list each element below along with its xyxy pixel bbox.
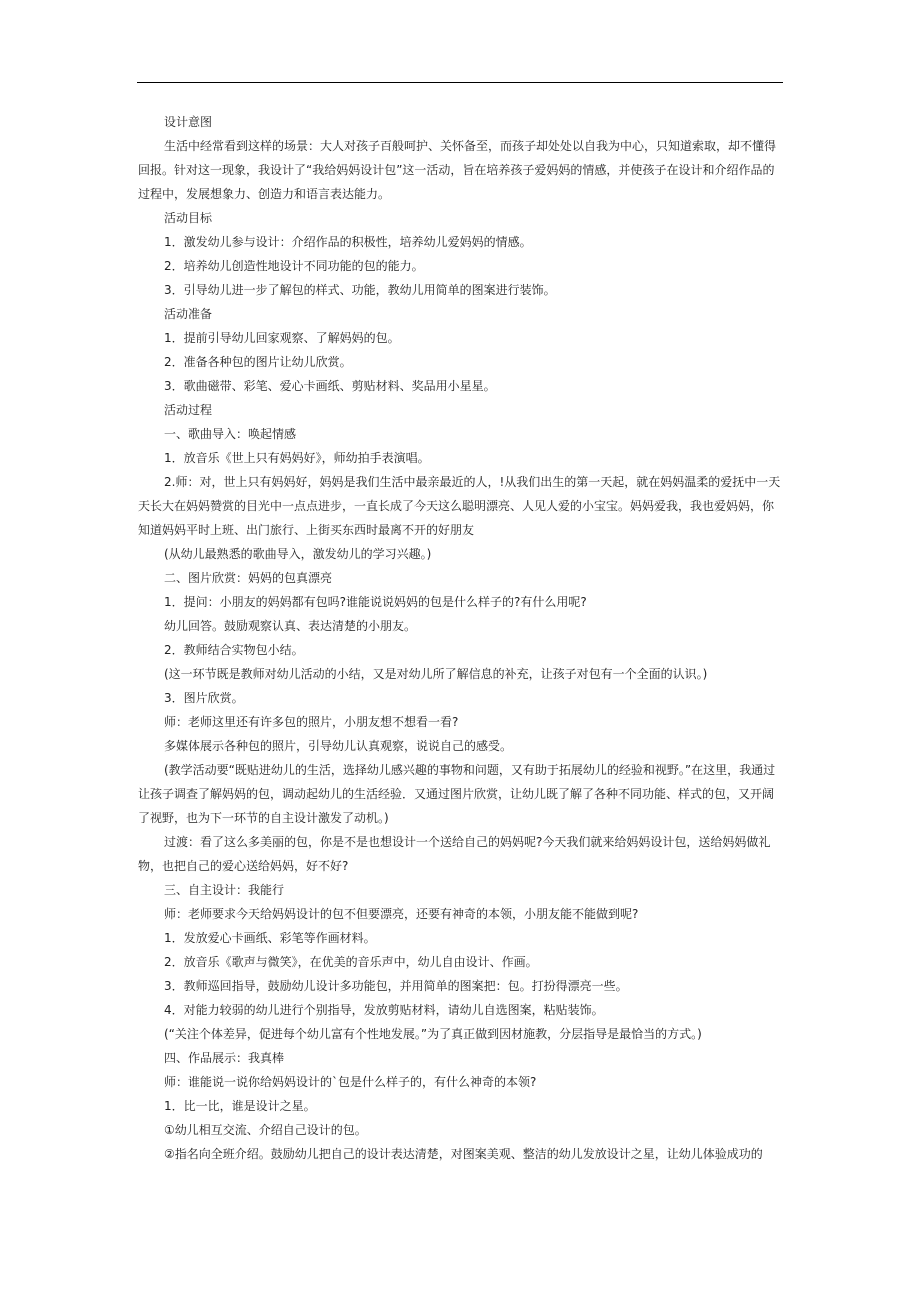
paragraph: 2.师：对，世上只有妈妈好，妈妈是我们生活中最亲最近的人，!从我们出生的第一天起，就在妈妈温柔的爱抚中一天天长大在妈妈赞赏的目光中一点点进步，一直长成了今天这么聪明漂亮、人见人爱的小宝宝。妈妈爱我，我也爱妈妈，你知道妈妈平时上班、出门旅行、上街买东西时最离不开的好朋友 (138, 475, 781, 537)
paragraph: (教学活动要“既贴进幼儿的生活，选择幼儿感兴趣的事物和问题，又有助于拓展幼儿的经验和视野。”在这里，我通过让孩子调查了解妈妈的包，调动起幼儿的生活经验．又通过图片欣赏，让幼儿既了解了各种不同功能、样式的包，又开阔了视野，也为下一环节的自主设计激发了动机。) (138, 763, 776, 825)
paragraph: ②指名向全班介绍。鼓励幼儿把自己的设计表达清楚，对图案美观、整洁的幼儿发放设计之星，让幼儿体验成功的 (164, 1147, 763, 1161)
paragraph: 1．发放爱心卡画纸、彩笔等作画材料。 (164, 931, 376, 945)
paragraph: 1．提问：小朋友的妈妈都有包吗?谁能说说妈妈的包是什么样子的?有什么用呢? (164, 595, 587, 609)
paragraph: 二、图片欣赏：妈妈的包真漂亮 (164, 571, 333, 585)
paragraph: 三、自主设计：我能行 (164, 883, 285, 897)
paragraph: 3．引导幼儿进一步了解包的样式、功能，教幼儿用简单的图案进行装饰。 (164, 283, 556, 297)
paragraph: 2．放音乐《歌声与微笑》，在优美的音乐声中，幼儿自由设计、作画。 (164, 955, 538, 969)
paragraph: 1．激发幼儿参与设计：介绍作品的积极性，培养幼儿爱妈妈的情感。 (164, 235, 532, 249)
paragraph: 幼儿回答。鼓励观察认真、表达清楚的小朋友。 (164, 619, 417, 633)
paragraph: (从幼儿最熟悉的歌曲导入，激发幼儿的学习兴趣。) (164, 547, 432, 561)
paragraph: 生活中经常看到这样的场景：大人对孩子百般呵护、关怀备至，而孩子却处处以自我为中心，只知道索取，却不懂得回报。针对这一现象，我设计了“我给妈妈设计包”这一活动，旨在培养孩子爱妈妈的情感，并使孩子在设计和介绍作品的过程中，发展想象力、创造力和语言表达能力。 (138, 139, 777, 201)
paragraph: 3．歌曲磁带、彩笔、爱心卡画纸、剪贴材料、奖品用小星星。 (164, 379, 496, 393)
paragraph: 3．图片欣赏。 (164, 691, 244, 705)
paragraph: ①幼儿相互交流、介绍自己设计的包。 (164, 1123, 367, 1137)
paragraph: 2．培养幼儿创造性地设计不同功能的包的能力。 (164, 259, 424, 273)
paragraph: 2．教师结合实物包小结。 (164, 643, 304, 657)
paragraph: 1．提前引导幼儿回家观察、了解妈妈的包。 (164, 331, 400, 345)
paragraph: 师：老师要求今天给妈妈设计的包不但要漂亮，还要有神奇的本领，小朋友能不能做到呢? (164, 907, 639, 921)
paragraph: 3．教师巡回指导，鼓励幼儿设计多功能包，并用简单的图案把：包。打扮得漂亮一些。 (164, 979, 628, 993)
paragraph: 多媒体展示各种包的照片，引导幼儿认真观察，说说自己的感受。 (164, 739, 513, 753)
paragraph: 2．准备各种包的图片让幼儿欣赏。 (164, 355, 352, 369)
paragraph: 1．比一比，谁是设计之星。 (164, 1099, 316, 1113)
paragraph: 4．对能力较弱的幼儿进行个别指导，发放剪贴材料，请幼儿自选图案，粘贴装饰。 (164, 1003, 604, 1017)
document-body (138, 110, 784, 1166)
paragraph: (这一环节既是教师对幼儿活动的小结，又是对幼儿所了解信息的补充，让孩子对包有一个全面的认识。) (164, 667, 708, 681)
paragraph: 设计意图 (164, 115, 213, 129)
paragraph: 师：老师这里还有许多包的照片，小朋友想不想看一看? (164, 715, 459, 729)
paragraph: 一、歌曲导入：唤起情感 (164, 427, 297, 441)
paragraph: (“关注个体差异，促进每个幼儿富有个性地发展。”为了真正做到因材施教，分层指导是最恰当的方式。) (164, 1027, 702, 1041)
paragraph: 活动准备 (164, 307, 213, 321)
paragraph: 四、作品展示：我真棒 (164, 1051, 285, 1065)
paragraph: 活动过程 (164, 403, 213, 417)
header-rule (137, 82, 783, 83)
paragraph: 师：谁能说一说你给妈妈设计的`包是什么样子的，有什么神奇的本领? (164, 1075, 537, 1089)
paragraph: 1．放音乐《世上只有妈妈好》，师幼拍手表演唱。 (164, 451, 430, 465)
paragraph: 活动目标 (164, 211, 213, 225)
paragraph: 过渡：看了这么多美丽的包，你是不是也想设计一个送给自己的妈妈呢?今天我们就来给妈妈设计包，送给妈妈做礼物，也把自己的爱心送给妈妈，好不好? (138, 835, 771, 873)
